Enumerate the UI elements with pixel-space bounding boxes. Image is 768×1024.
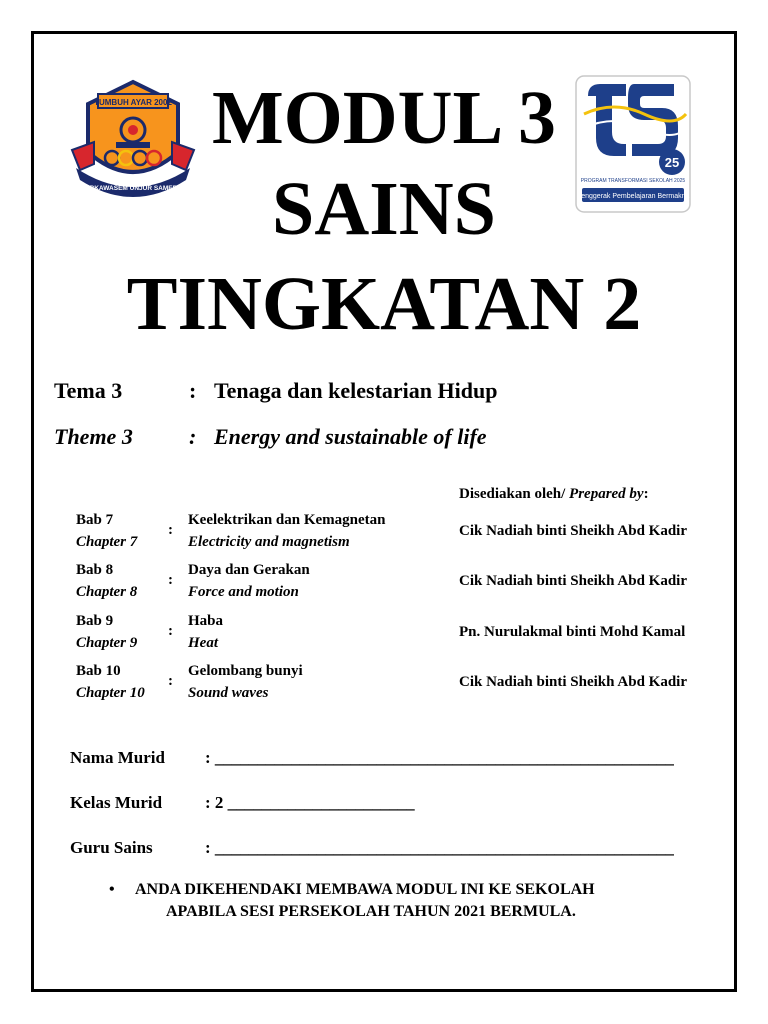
chapter-preparer: Cik Nadiah binti Sheikh Abd Kadir [459,573,688,589]
chapter-colon: : [168,673,173,689]
chapter-title-ms: Haba [188,613,224,629]
title-modul: MODUL 3 [211,76,557,160]
chapter-title-en: Heat [188,635,218,651]
svg-text:BERKAWASEM UNJUR SAMERAT: BERKAWASEM UNJUR SAMERAT [80,185,186,192]
page-border [31,31,737,992]
chapter-preparer: Cik Nadiah binti Sheikh Abd Kadir [459,674,688,690]
svg-text:Penggerak Pembelajaran Bermakn: Penggerak Pembelajaran Bermakna [576,193,690,200]
student-name-line[interactable]: : ______________________________________________________ [205,748,674,767]
chapter-number: Chapter 7 [76,534,138,550]
student-class-line[interactable]: : 2 ______________________ [205,793,415,812]
chapter-row [76,562,716,610]
theme-en-value: Energy and sustainable of life [214,424,487,449]
bullet-icon: • [109,881,115,898]
notice-line-2: APABILA SESI PERSEKOLAH TAHUN 2021 BERMULA. [166,903,576,920]
theme-en-label: Theme 3 [54,424,133,449]
student-class-label: Kelas Murid [70,793,163,812]
theme-ms-label: Tema 3 [54,378,123,403]
chapter-colon: : [168,623,173,639]
chapter-row [76,512,716,560]
theme-ms-value: Tenaga dan kelestarian Hidup [214,378,498,403]
chapter-colon: : [168,572,173,588]
chapter-colon: : [168,522,173,538]
prepared-by-ms: Disediakan oleh/ [459,486,566,502]
svg-text:TUMBUH AYAR 2002: TUMBUH AYAR 2002 [94,98,172,107]
chapter-title-en: Electricity and magnetism [188,534,350,550]
notice-line-1: ANDA DIKEHENDAKI MEMBAWA MODUL INI KE SEKOLAH [135,881,595,898]
chapter-number: Chapter 9 [76,635,138,651]
chapter-bab: Bab 8 [76,562,114,578]
svg-text:25: 25 [664,155,680,170]
chapter-title-en: Sound waves [188,685,269,701]
theme-en-colon: : [189,424,197,449]
chapter-row [76,663,716,711]
science-teacher-label: Guru Sains [70,838,153,857]
chapter-row [76,613,716,661]
chapter-title-en: Force and motion [188,584,299,600]
chapter-bab: Bab 9 [76,613,114,629]
title-subject: SAINS [272,167,496,251]
chapter-preparer: Pn. Nurulakmal binti Mohd Kamal [459,624,686,640]
svg-text:PROGRAM TRANSFORMASI SEKOLAH 2: PROGRAM TRANSFORMASI SEKOLAH 2025 [580,178,686,184]
chapter-bab: Bab 7 [76,512,114,528]
chapter-bab: Bab 10 [76,663,121,679]
chapter-title-ms: Gelombang bunyi [188,663,303,679]
chapter-number: Chapter 10 [76,685,145,701]
prepared-by-colon: : [643,486,649,502]
chapter-preparer: Cik Nadiah binti Sheikh Abd Kadir [459,523,688,539]
chapter-title-ms: Daya dan Gerakan [188,562,310,578]
chapter-number: Chapter 8 [76,584,138,600]
theme-ms-colon: : [189,378,197,403]
student-name-label: Nama Murid [70,748,165,767]
chapter-title-ms: Keelektrikan dan Kemagnetan [188,512,386,528]
prepared-by-heading [459,486,649,503]
science-teacher-line[interactable]: : ______________________________________________________ [205,838,674,857]
title-form: TINGKATAN 2 [126,262,642,346]
prepared-by-en: Prepared by [569,486,644,502]
